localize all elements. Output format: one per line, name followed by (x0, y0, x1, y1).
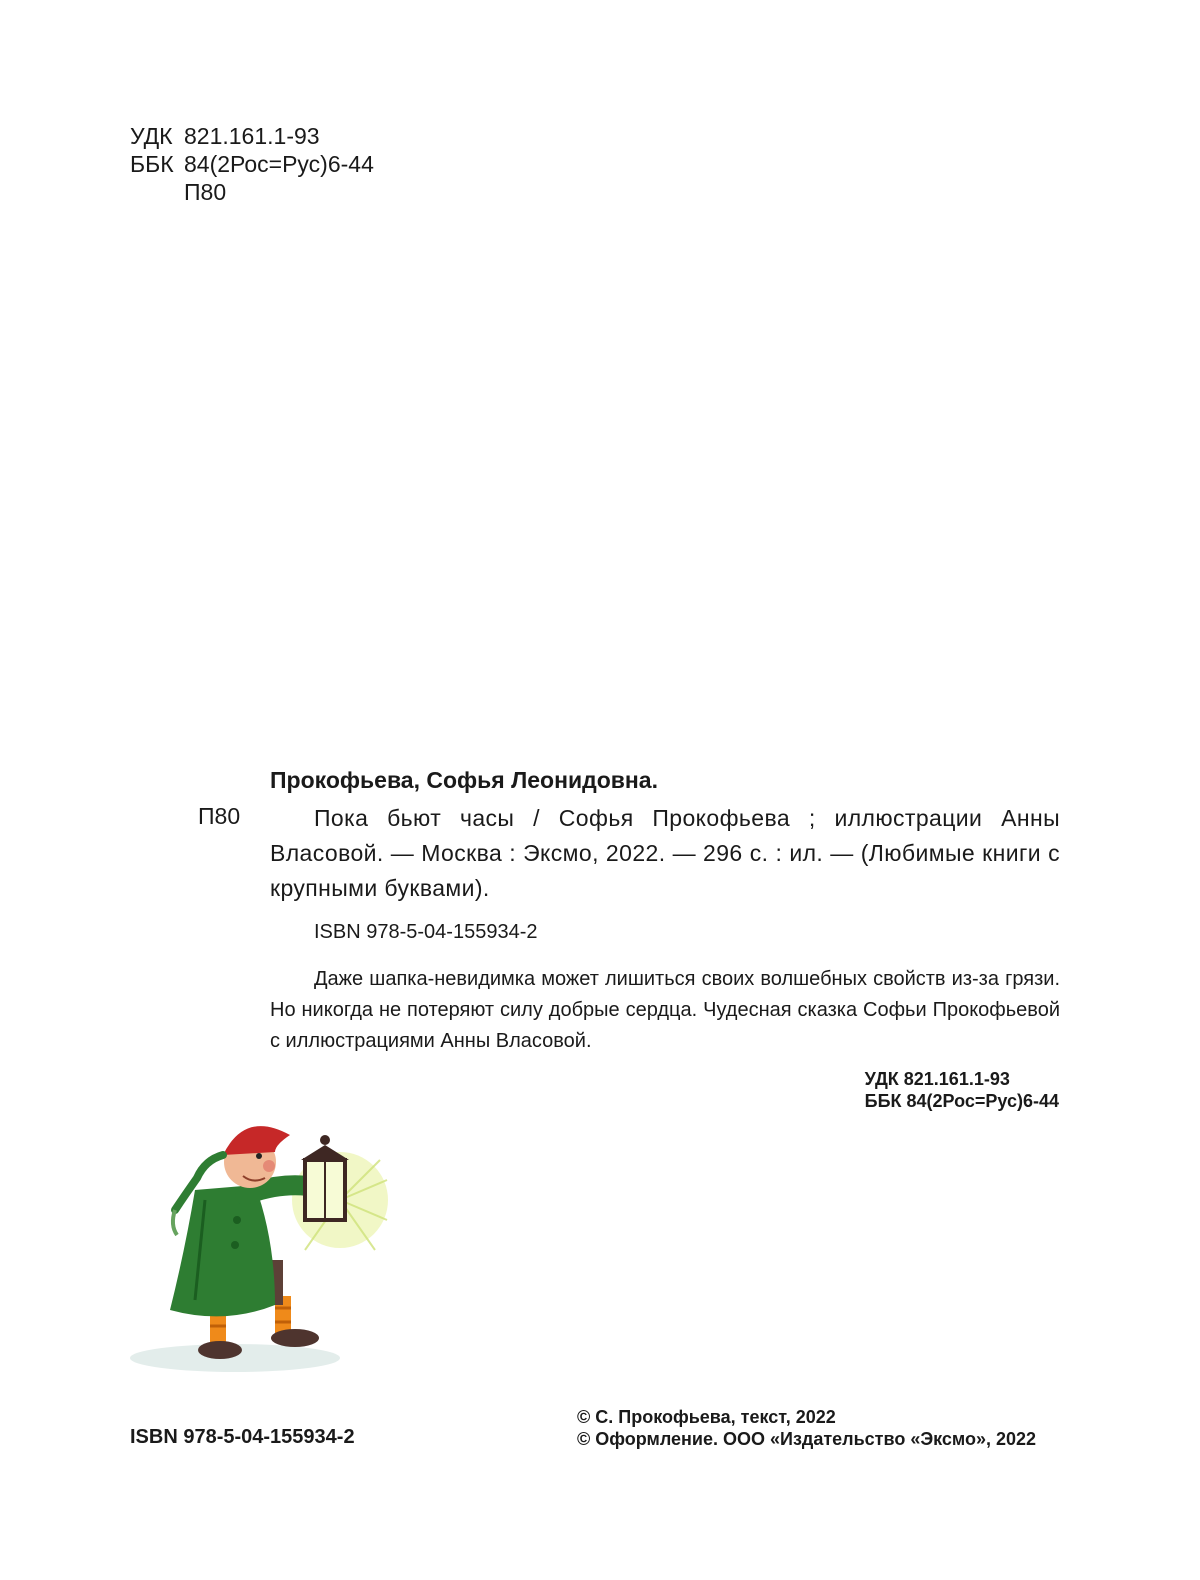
record-bibliographic-description: Пока бьют часы / Софья Прокофьева ; иллюстрации Анны Власовой. — Москва : Эксмо, 2022. — 296 с. : ил. — (Любимые книги с крупными буквами). (270, 805, 1060, 901)
top-classification-codes (130, 122, 374, 206)
author-mark: П80 (184, 179, 227, 205)
record-bbk: ББК 84(2Рос=Рус)6-44 (864, 1091, 1059, 1111)
record-isbn: ISBN 978-5-04-155934-2 (314, 921, 538, 943)
copyright-text: © С. Прокофьева, текст, 2022 (577, 1407, 836, 1427)
footer-isbn: ISBN 978-5-04-155934-2 (130, 1426, 355, 1448)
bbk-row (130, 150, 374, 178)
catalog-record (198, 765, 1060, 1057)
udk-value: 821.161.1-93 (184, 123, 320, 149)
copyright-block (577, 1406, 1036, 1450)
udk-label: УДК (130, 123, 173, 149)
copyright-design: © Оформление. ООО «Издательство «Эксмо», 2022 (577, 1429, 1037, 1449)
bbk-value: 84(2Рос=Рус)6-44 (184, 151, 374, 177)
gnome-illustration (125, 1100, 395, 1380)
udk-row (130, 122, 374, 150)
bbk-label: ББК (130, 151, 174, 177)
record-cipher: П80 (198, 803, 241, 829)
record-udk: УДК 821.161.1-93 (864, 1069, 1010, 1089)
gnome-with-lantern-icon (125, 1100, 395, 1380)
record-annotation: Даже шапка-невидимка может лишиться своих волшебных свойств из-за грязи. Но никогда не потеряют силу добрые сердца. Чудесная сказка Софьи Прокофьевой с иллюстрациями Анны Власовой. (270, 968, 1060, 1052)
record-codes (865, 1068, 1059, 1112)
record-author: Прокофьева, Софья Леонидовна. (270, 767, 658, 793)
